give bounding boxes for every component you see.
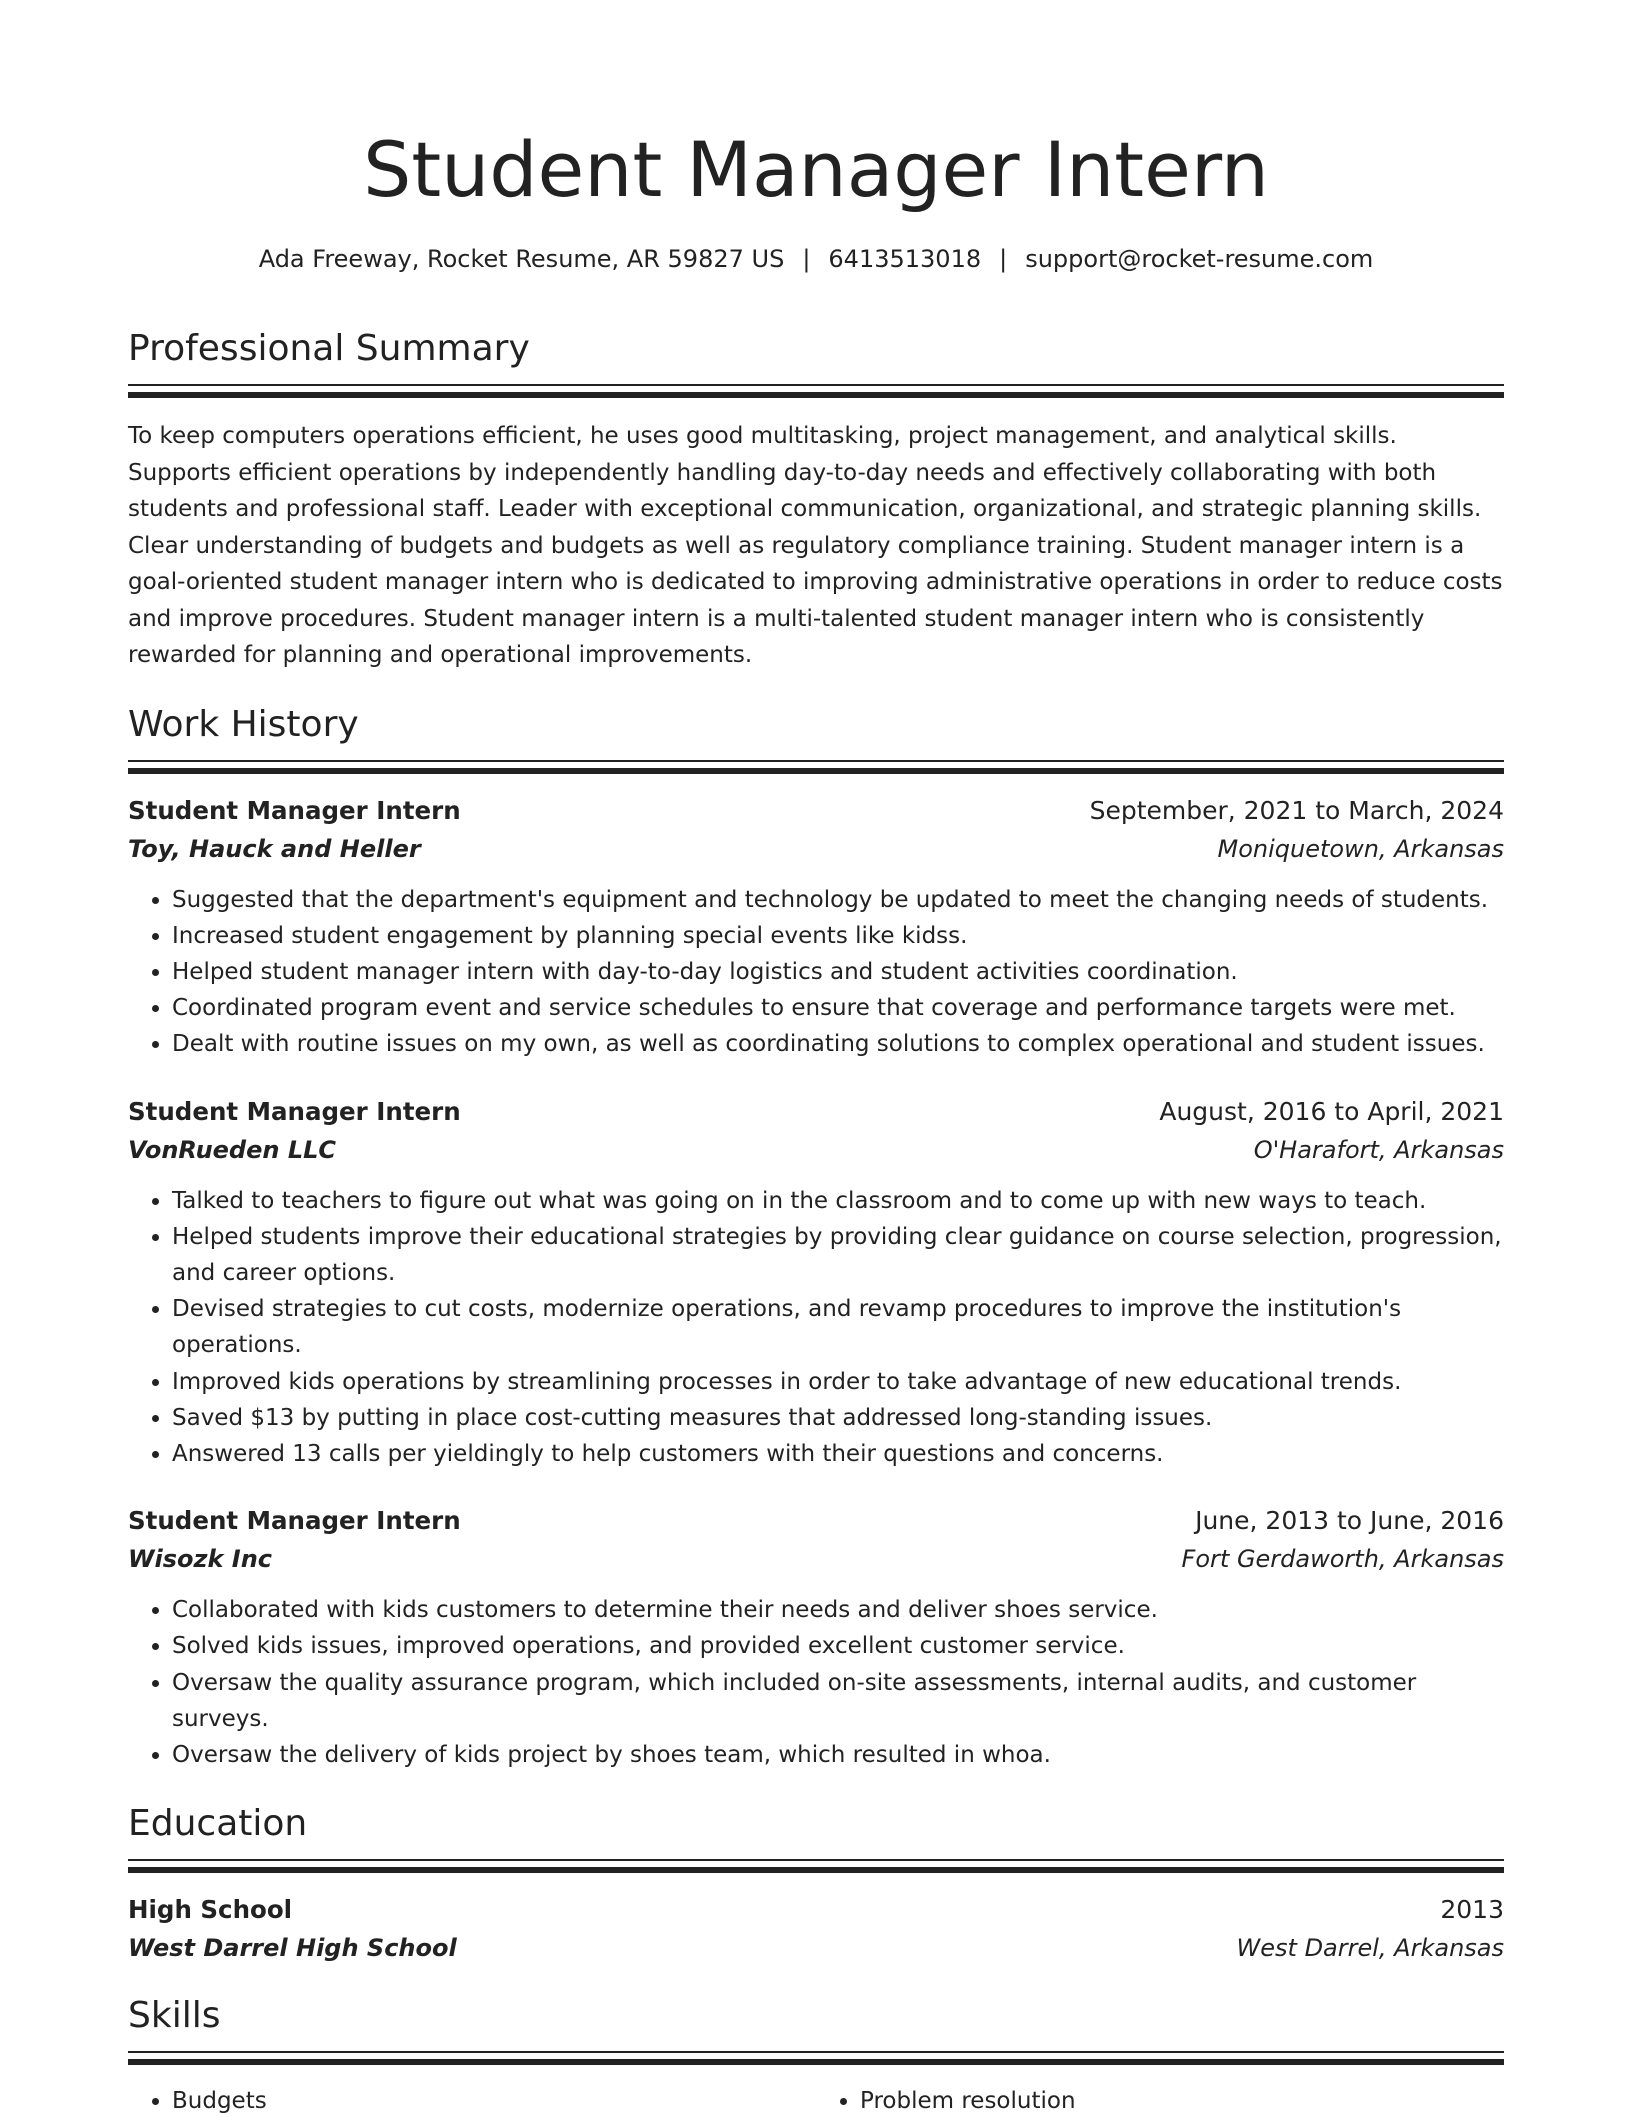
education-school: West Darrel High School [128,1934,457,1963]
section-divider [128,760,1504,762]
job-bullet: • Oversaw the quality assurance program, which included on-site assessments, internal audits, and customer surveys. [172,1665,1504,1737]
job-entry [128,792,1504,1063]
job-bullets [128,1183,1504,1473]
job-location: Fort Gerdaworth, Arkansas [1181,1545,1504,1574]
job-bullet: • Answered 13 calls per yieldingly to help customers with their questions and concerns. [172,1436,1504,1472]
job-dates: June, 2013 to June, 2016 [1195,1506,1504,1536]
job-title: Student Manager Intern [128,1506,461,1536]
job-location: Moniquetown, Arkansas [1217,834,1504,863]
section-divider [128,2051,1504,2053]
job-bullet: • Coordinated program event and service schedules to ensure that coverage and performance targets were met. [172,990,1504,1026]
job-bullet: • Talked to teachers to figure out what was going on in the classroom and to come up with new ways to teach. [172,1183,1504,1219]
job-bullet: • Suggested that the department's equipment and technology be updated to meet the changing needs of students. [172,882,1504,918]
section-divider-thick [128,392,1504,398]
job-bullet: • Oversaw the delivery of kids project by shoes team, which resulted in whoa. [172,1737,1504,1773]
job-company: Wisozk Inc [128,1545,272,1574]
job-bullet: • Collaborated with kids customers to determine their needs and deliver shoes service. [172,1592,1504,1628]
job-company: Toy, Hauck and Heller [128,834,421,863]
education-location: West Darrel, Arkansas [1236,1934,1504,1963]
job-bullets [128,882,1504,1063]
section-title: Skills [128,1995,221,2037]
summary-text: To keep computers operations efficient, he uses good multitasking, project management, and analytical skills. Supports efficient operations by independently handling day-to-day needs and effectively collaborating with both students and professional staff. Leader with exceptional communication, organizational, and strategic planning skills. Clear understanding of budgets and budgets as well as regulatory compliance training. Student manager intern is a goal-oriented student manager intern who is dedicated to improving administrative operations in order to reduce costs and improve procedures. Student manager intern is a multi-talented student manager intern who is consistently rewarded for planning and operational improvements. [128,423,1503,668]
job-bullet: • Saved $13 by putting in place cost-cutting measures that addressed long-standing issues. [172,1400,1504,1436]
job-entry [128,1502,1504,1773]
section-title: Professional Summary [128,328,530,369]
contact-separator: | [802,245,811,273]
skill-item: • Problem resolution [860,2083,1504,2119]
education-section [128,1801,1504,1967]
job-dates: September, 2021 to March, 2024 [1089,795,1504,825]
resume-name: Student Manager Intern [363,125,1269,214]
skill-item: • Budgets [172,2083,816,2119]
section-divider-thick [128,2059,1504,2065]
job-location: O'Harafort, Arkansas [1253,1135,1504,1164]
skills-section [128,1993,1504,2119]
job-company: VonRueden LLC [128,1135,337,1164]
education-degree: High School [128,1895,293,1925]
skills-column-right [816,2083,1504,2119]
section-title: Work History [128,703,359,745]
job-entry [128,1093,1504,1473]
skills-grid [128,2083,1504,2119]
job-title: Student Manager Intern [128,795,461,825]
section-divider [128,384,1504,386]
section-divider-thick [128,768,1504,774]
contact-address: Ada Freeway, Rocket Resume, AR 59827 US [258,245,785,273]
skills-column-left [128,2083,816,2119]
section-title: Education [128,1803,308,1845]
section-divider-thick [128,1867,1504,1873]
job-bullet: • Increased student engagement by planning special events like kidss. [172,918,1504,954]
job-bullet: • Helped students improve their educational strategies by providing clear guidance on course selection, progression, and career options. [172,1219,1504,1291]
job-bullet: • Solved kids issues, improved operations, and provided excellent customer service. [172,1628,1504,1664]
contact-email: support@rocket-resume.com [1025,245,1374,273]
job-bullet: • Improved kids operations by streamlining processes in order to take advantage of new educational trends. [172,1364,1504,1400]
job-dates: August, 2016 to April, 2021 [1159,1096,1504,1126]
contact-line [128,242,1504,276]
job-bullet: • Dealt with routine issues on my own, as well as coordinating solutions to complex operational and student issues. [172,1026,1504,1062]
contact-separator: | [999,245,1008,273]
job-bullet: • Devised strategies to cut costs, modernize operations, and revamp procedures to improve the institution's operations. [172,1291,1504,1363]
summary-section [128,326,1504,674]
job-bullet: • Helped student manager intern with day-to-day logistics and student activities coordination. [172,954,1504,990]
education-year: 2013 [1440,1895,1504,1925]
contact-phone: 6413513018 [828,245,982,273]
work-history-section [128,702,1504,1774]
education-entry [128,1891,1504,1967]
section-divider [128,1859,1504,1861]
job-title: Student Manager Intern [128,1096,461,1126]
job-bullets [128,1592,1504,1773]
resume-page [128,0,1504,2119]
